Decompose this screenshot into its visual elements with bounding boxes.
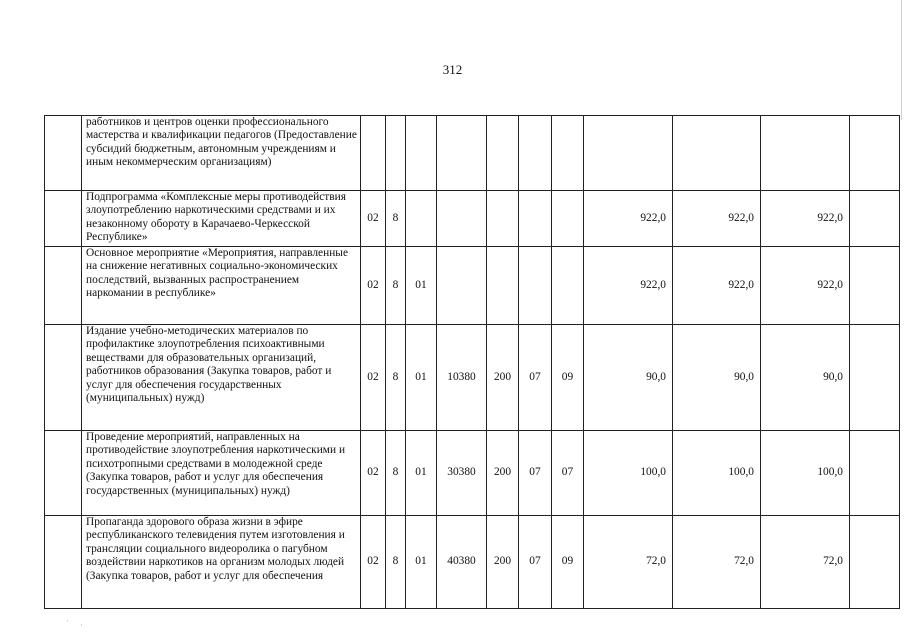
amount-cell: 90,0 [673, 325, 761, 431]
code-cell: 07 [519, 325, 552, 431]
blank-cell [45, 325, 82, 431]
code-cell: 02 [361, 516, 386, 609]
code-cell: 200 [487, 431, 519, 516]
amount-cell: 72,0 [761, 516, 850, 609]
code-cell [361, 116, 386, 191]
code-cell: 09 [552, 325, 584, 431]
budget-table [44, 115, 900, 609]
code-cell: 07 [552, 431, 584, 516]
code-cell [487, 191, 519, 247]
code-cell [386, 116, 406, 191]
table-row [45, 191, 900, 247]
blank-cell [850, 325, 900, 431]
scan-speck: · [80, 620, 83, 630]
code-cell: 07 [519, 516, 552, 609]
blank-cell [850, 516, 900, 609]
code-cell: 02 [361, 247, 386, 325]
code-cell [437, 191, 487, 247]
amount-cell: 922,0 [761, 247, 850, 325]
amount-cell: 90,0 [761, 325, 850, 431]
blank-cell [45, 516, 82, 609]
code-cell [552, 116, 584, 191]
code-cell: 8 [386, 191, 406, 247]
amount-cell: 72,0 [584, 516, 673, 609]
code-cell [519, 247, 552, 325]
code-cell: 10380 [437, 325, 487, 431]
page-number: 312 [442, 62, 463, 77]
code-cell: 02 [361, 325, 386, 431]
code-cell: 02 [361, 431, 386, 516]
row-name: Основное мероприятие «Мероприятия, направленные на снижение негативных социально-экономических последствий, вызванных распространением наркомании в республике» [82, 247, 361, 325]
amount-cell: 100,0 [673, 431, 761, 516]
code-cell [552, 191, 584, 247]
row-name: Издание учебно-методических материалов по профилактике злоупотребления психоактивными веществами для образовательных организаций, работников образования (Закупка товаров, работ и услуг для обеспечения государственных (муниципальных) нужд) [82, 325, 361, 431]
row-name: Проведение мероприятий, направленных на противодействие злоупотребления наркотическими и психотропными средствами в молодежной среде (Закупка товаров, работ и услуг для обеспечения государственных (муниципальных) нужд) [82, 431, 361, 516]
code-cell [552, 247, 584, 325]
code-cell: 01 [406, 247, 437, 325]
code-cell: 200 [487, 516, 519, 609]
amount-cell: 922,0 [761, 191, 850, 247]
amount-cell: 922,0 [584, 247, 673, 325]
code-cell: 8 [386, 516, 406, 609]
code-cell: 09 [552, 516, 584, 609]
table-row [45, 247, 900, 325]
code-cell [437, 116, 487, 191]
code-cell: 8 [386, 431, 406, 516]
code-cell: 30380 [437, 431, 487, 516]
row-name: Подпрограмма «Комплексные меры противодействия злоупотреблению наркотическими средствами и их незаконному обороту в Карачаево-Черкесской Республике» [82, 191, 361, 247]
row-name: Пропаганда здорового образа жизни в эфире республиканского телевидения путем изготовления и трансляции социального видеоролика о пагубном воздействии наркотиков на организм молодых людей (Закупка товаров, работ и услуг для обеспечения [82, 516, 361, 609]
blank-cell [850, 191, 900, 247]
blank-cell [45, 191, 82, 247]
code-cell [406, 191, 437, 247]
amount-cell [761, 116, 850, 191]
amount-cell [673, 116, 761, 191]
code-cell [519, 116, 552, 191]
code-cell: 01 [406, 516, 437, 609]
amount-cell: 100,0 [761, 431, 850, 516]
scan-speck: · [66, 616, 69, 626]
amount-cell [584, 116, 673, 191]
code-cell: 01 [406, 431, 437, 516]
code-cell [406, 116, 437, 191]
code-cell [487, 116, 519, 191]
code-cell: 01 [406, 325, 437, 431]
amount-cell: 922,0 [584, 191, 673, 247]
table-row [45, 325, 900, 431]
code-cell: 200 [487, 325, 519, 431]
table-row [45, 116, 900, 191]
table-row [45, 431, 900, 516]
scan-edge-line [901, 0, 902, 120]
blank-cell [45, 247, 82, 325]
amount-cell: 922,0 [673, 247, 761, 325]
blank-cell [45, 431, 82, 516]
code-cell: 8 [386, 247, 406, 325]
amount-cell: 90,0 [584, 325, 673, 431]
blank-cell [850, 116, 900, 191]
code-cell: 07 [519, 431, 552, 516]
amount-cell: 72,0 [673, 516, 761, 609]
blank-cell [850, 431, 900, 516]
row-name: работников и центров оценки профессионального мастерства и квалификации педагогов (Предоставление субсидий бюджетным, автономным учреждениям и иным некоммерческим организациям) [82, 116, 361, 191]
blank-cell [45, 116, 82, 191]
blank-cell [850, 247, 900, 325]
code-cell [437, 247, 487, 325]
code-cell: 40380 [437, 516, 487, 609]
amount-cell: 922,0 [673, 191, 761, 247]
code-cell: 8 [386, 325, 406, 431]
amount-cell: 100,0 [584, 431, 673, 516]
code-cell: 02 [361, 191, 386, 247]
code-cell [487, 247, 519, 325]
code-cell [519, 191, 552, 247]
table-row [45, 516, 900, 609]
